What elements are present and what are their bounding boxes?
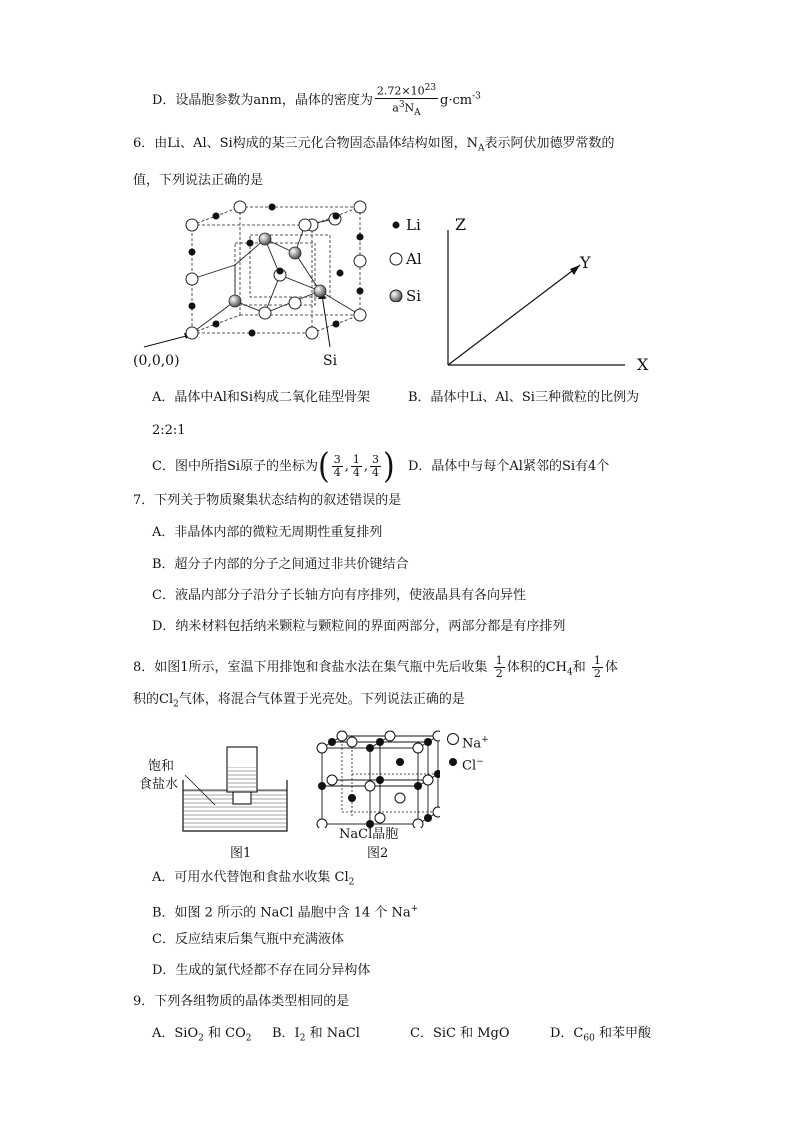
na-ion (317, 743, 327, 753)
na-ion (385, 731, 395, 741)
cl-ion (318, 782, 326, 790)
li-atom (333, 321, 340, 328)
q7-stem: 7．下列关于物质聚集状态结构的叙述错误的是 (133, 493, 402, 508)
axis-z-label: Z (455, 215, 467, 234)
cl-ion (348, 794, 356, 802)
cl-ion (376, 738, 384, 746)
q5-option-d: D．设晶胞参数为anm，晶体的密度为 $\frac{2.72\times 10^{23}}{a^3N_A}$ $g\cdot cm^{-3}$ (152, 83, 481, 118)
q6-stem-line2: 值，下列说法正确的是 (133, 173, 264, 188)
al-legend-icon (390, 253, 402, 265)
na-ion (423, 775, 433, 785)
cl-legend-icon (449, 758, 457, 766)
q6-option-b-ratio: 2:2:1 (152, 423, 186, 438)
na-ion (395, 793, 405, 803)
al-atom (354, 255, 366, 267)
na-ion (375, 813, 385, 823)
coordinate-axes-figure (440, 225, 640, 370)
al-atom (299, 219, 311, 231)
axis-y-label: Y (580, 253, 591, 272)
si-pointer-label: Si (323, 353, 338, 369)
q6-option-c: C．图中所指Si原子的坐标为( $\frac{3}{4}$ , $\frac{1}{4}$ , $\frac{3}{4}$ ) (152, 445, 395, 487)
al-atom (186, 273, 198, 285)
q8-stem-line1: 8．如图1所示，室温下用排饱和食盐水法在集气瓶中先后收集 $\frac{1}{2}$ 体积的$CH_4$和 $\frac{1}{2}$ 体 (133, 654, 618, 680)
si-pointer-arrow (322, 295, 330, 347)
density-fraction: $\frac{2.72\times 10^{23}}{a^3N_A}$ (376, 83, 437, 118)
fig1-label-saturated: 饱和 (148, 759, 175, 774)
legend-cl: Cl− (462, 757, 484, 774)
li-atom (247, 240, 254, 247)
li-atom (189, 249, 196, 256)
al-atom (259, 307, 271, 319)
li-atom (213, 321, 220, 328)
fig2-caption: 图2 (367, 846, 389, 861)
q8-option-a: A．可用水代替饱和食盐水收集 $Cl_2$ (152, 870, 355, 888)
q8-option-c: C．反应结束后集气瓶中充满液体 (152, 932, 344, 947)
si-atom (229, 295, 241, 307)
li-atom (269, 204, 276, 211)
na-ion (327, 775, 337, 785)
q8-stem-line2: 积的$Cl_2$气体，将混合气体置于光亮处。下列说法正确的是 (133, 692, 465, 710)
origin-label: (0,0,0) (133, 353, 180, 369)
origin-pointer-arrow (144, 335, 190, 347)
axis-x-label: X (637, 355, 649, 374)
al-atom (186, 219, 198, 231)
na-ion (365, 781, 375, 791)
legend-al: Al (406, 250, 422, 268)
fig1-caption: 图1 (230, 846, 252, 861)
q7-option-b: B．超分子内部的分子之间通过非共价键结合 (152, 557, 409, 572)
si-legend-icon (390, 290, 402, 302)
al-atom (354, 201, 366, 213)
si-atom (314, 285, 326, 297)
q8-option-d: D．生成的氯代烃都不存在同分异构体 (152, 963, 371, 978)
figure1-gas-collection (175, 745, 295, 835)
li-atom (189, 303, 196, 310)
q9-option-c: C．SiC 和 MgO (410, 1026, 510, 1041)
q6-crystal-structure-figure (130, 195, 430, 375)
cl-ion (366, 744, 374, 752)
q6-option-a: A．晶体中Al和Si构成二氧化硅型骨架 (152, 390, 370, 405)
q9-option-d: D．$C_{60}$ 和苯甲酸 (550, 1026, 651, 1044)
na-ion (413, 743, 423, 753)
q9-option-a: A．SiO$_2$ 和 $CO_2$ (152, 1026, 252, 1044)
cl-ion (434, 770, 440, 778)
si-atom (289, 247, 301, 259)
al-atom (234, 201, 246, 213)
li-atom (249, 330, 256, 337)
q9-option-b: B．$I_2$ 和 NaCl (272, 1026, 360, 1044)
q8-option-b: B．如图 2 所示的 NaCl 晶胞中含 14 个 Na+ (152, 904, 419, 921)
na-ion (337, 731, 347, 741)
fig1-label-brine: 食盐水 (139, 777, 179, 792)
na-ion (413, 819, 423, 828)
legend-li: Li (406, 216, 421, 234)
na-ion (347, 737, 357, 747)
na-ion (433, 807, 440, 817)
cl-ion (328, 738, 336, 746)
q6-option-d: D．晶体中与每个Al紧邻的Si有4个 (408, 459, 610, 474)
li-legend-icon (393, 222, 400, 229)
al-atom (289, 297, 301, 309)
li-atom (277, 268, 284, 275)
si-atom (259, 233, 271, 245)
q6-legend-markers (386, 212, 406, 302)
cl-ion (376, 776, 384, 784)
li-atom (357, 288, 364, 295)
cl-ion (424, 814, 432, 822)
q6-option-b: B．晶体中Li、Al、Si三种微粒的比例为 (408, 390, 639, 405)
al-atom (186, 327, 198, 339)
cl-ion (424, 738, 432, 746)
li-atom (333, 213, 340, 220)
q7-option-a: A．非晶体内部的微粒无周期性重复排列 (152, 525, 383, 540)
figure2-nacl-unit-cell (312, 728, 440, 828)
cl-ion (414, 782, 422, 790)
q9-stem: 9．下列各组物质的晶体类型相同的是 (133, 994, 350, 1009)
q7-option-c: C．液晶内部分子沿分子长轴方向有序排列，使液晶具有各向异性 (152, 588, 526, 603)
na-legend-icon (448, 734, 459, 745)
li-atom (213, 213, 220, 220)
na-ion (317, 819, 327, 828)
fig2-legend-markers (444, 730, 464, 770)
li-atom (337, 270, 344, 277)
cl-ion (396, 758, 404, 766)
q6-stem-line1: 6．由Li、Al、Si构成的某三元化合物固态晶体结构如图，$N_A$表示阿伏加德罗常数的 (133, 136, 615, 154)
q7-option-d: D．纳米材料包括纳米颗粒与颗粒间的界面两部分，两部分都是有序排列 (152, 619, 566, 634)
legend-na: Na+ (462, 735, 489, 752)
legend-si: Si (406, 287, 422, 305)
na-ion (433, 731, 440, 741)
fig2-title: NaCl晶胞 (339, 827, 399, 842)
al-atom (354, 309, 366, 321)
al-atom (306, 327, 318, 339)
li-atom (357, 234, 364, 241)
